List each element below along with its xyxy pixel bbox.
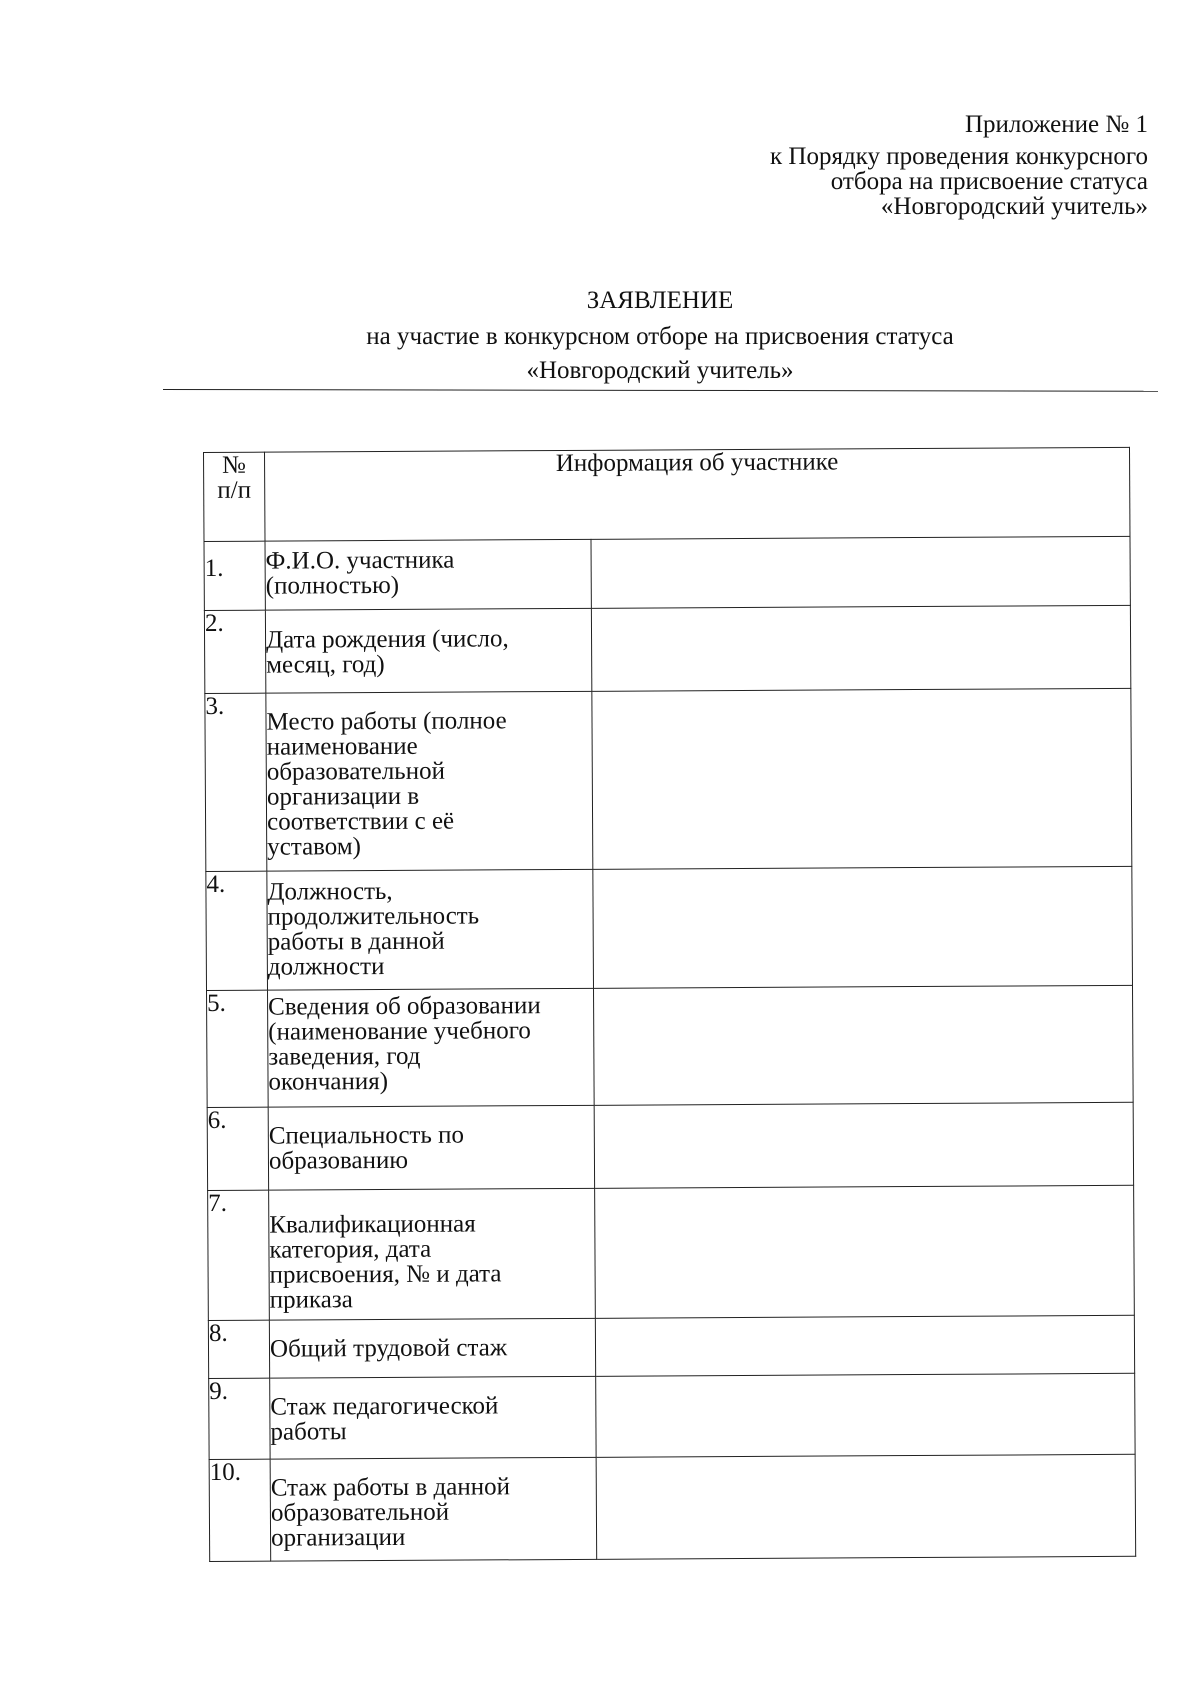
row-label bbox=[269, 1318, 595, 1378]
row-label-line: Дата рождения (число, bbox=[265, 625, 509, 654]
horizontal-rule bbox=[163, 389, 1158, 392]
row-label-line: категория, дата bbox=[269, 1235, 432, 1264]
row-number: 3. bbox=[205, 693, 267, 871]
row-label-line: организации bbox=[270, 1523, 406, 1552]
row-label-line: работы в данной bbox=[267, 927, 445, 956]
row-label-line: образовательной bbox=[266, 757, 445, 786]
header-number bbox=[204, 452, 265, 541]
row-label-line: образовательной bbox=[270, 1498, 450, 1527]
row-label-line: Квалификационная bbox=[269, 1210, 476, 1239]
row-label-line: Ф.И.О. участника bbox=[265, 546, 455, 575]
row-label-line: заведения, год bbox=[268, 1042, 421, 1071]
row-label-line: (полностью) bbox=[265, 571, 400, 600]
table-row bbox=[204, 605, 1130, 693]
row-value-field[interactable] bbox=[591, 536, 1130, 608]
row-label bbox=[269, 1188, 596, 1320]
row-label bbox=[265, 539, 591, 610]
row-label-line: продолжительность bbox=[267, 902, 480, 931]
row-label-line: образованию bbox=[268, 1146, 409, 1175]
document-subtitle bbox=[160, 320, 1160, 388]
row-number: 8. bbox=[208, 1320, 269, 1378]
appendix-line: «Новгородский учитель» bbox=[880, 193, 1148, 220]
row-label-line: Общий трудовой стаж bbox=[269, 1334, 508, 1363]
row-label bbox=[270, 1376, 596, 1459]
table-row bbox=[207, 1102, 1133, 1190]
row-number: 1. bbox=[204, 541, 265, 610]
appendix-title: Приложение № 1 bbox=[964, 111, 1148, 138]
table-row bbox=[204, 536, 1130, 610]
row-label-line: Должность, bbox=[267, 877, 393, 906]
row-value-field[interactable] bbox=[595, 1315, 1134, 1376]
row-label-line: уставом) bbox=[267, 833, 362, 861]
row-value-field[interactable] bbox=[595, 1185, 1135, 1318]
row-number: 4. bbox=[206, 871, 268, 990]
header-number-line: п/п bbox=[217, 476, 252, 504]
header-number-line: № bbox=[222, 451, 247, 479]
appendix-line: к Порядку проведения конкурсного bbox=[770, 143, 1148, 170]
row-label-line: приказа bbox=[269, 1286, 353, 1314]
row-label bbox=[265, 608, 591, 693]
table-header-row bbox=[204, 447, 1130, 541]
document-title: ЗАЯВЛЕНИЕ bbox=[586, 287, 734, 314]
row-label-line: месяц, год) bbox=[266, 650, 385, 679]
row-label-line: Место работы (полное bbox=[266, 707, 507, 736]
table-row bbox=[208, 1315, 1134, 1378]
row-label bbox=[266, 691, 593, 871]
row-label bbox=[268, 1105, 594, 1190]
row-value-field[interactable] bbox=[594, 985, 1134, 1105]
row-number: 7. bbox=[208, 1190, 270, 1320]
subtitle-line: «Новгородский учитель» bbox=[526, 357, 794, 384]
row-label-line: работы bbox=[270, 1418, 347, 1446]
row-value-field[interactable] bbox=[593, 866, 1133, 988]
row-label-line: должности bbox=[267, 952, 385, 981]
row-label-line: соответствии с её bbox=[266, 807, 455, 836]
row-label-line: Стаж педагогической bbox=[270, 1392, 499, 1421]
row-label-line: наименование bbox=[266, 732, 418, 761]
table-row bbox=[206, 866, 1133, 990]
row-label bbox=[270, 1457, 597, 1561]
table-row bbox=[207, 985, 1134, 1107]
row-value-field[interactable] bbox=[594, 1102, 1133, 1188]
row-label-line: окончания) bbox=[268, 1067, 389, 1096]
row-label-line: Стаж работы в данной bbox=[270, 1473, 511, 1502]
row-label-line: Сведения об образовании bbox=[268, 992, 541, 1021]
row-number: 6. bbox=[207, 1107, 268, 1190]
appendix-line: отбора на присвоение статуса bbox=[830, 168, 1148, 195]
row-number: 10. bbox=[209, 1459, 271, 1561]
subtitle-line: на участие в конкурсном отборе на присвоения статуса bbox=[366, 323, 954, 350]
table-body bbox=[204, 536, 1136, 1561]
row-number: 2. bbox=[204, 610, 265, 693]
table-row bbox=[205, 688, 1132, 871]
row-value-field[interactable] bbox=[592, 688, 1132, 869]
row-label bbox=[268, 988, 595, 1107]
table-row bbox=[208, 1185, 1135, 1320]
row-label-line: присвоения, № и дата bbox=[269, 1260, 502, 1289]
participant-info-table bbox=[203, 447, 1136, 1562]
row-number: 5. bbox=[207, 990, 269, 1107]
row-value-field[interactable] bbox=[596, 1454, 1136, 1559]
header-info: Информация об участнике bbox=[265, 447, 1130, 541]
row-label bbox=[267, 869, 594, 990]
row-number: 9. bbox=[209, 1378, 270, 1459]
table-row bbox=[209, 1373, 1135, 1459]
row-label-line: Специальность по bbox=[268, 1121, 465, 1150]
row-label-line: (наименование учебного bbox=[268, 1017, 531, 1046]
row-label-line: организации в bbox=[266, 782, 420, 811]
row-value-field[interactable] bbox=[596, 1373, 1135, 1457]
appendix-block bbox=[770, 112, 1148, 219]
row-value-field[interactable] bbox=[591, 605, 1130, 691]
table-row bbox=[209, 1454, 1136, 1561]
